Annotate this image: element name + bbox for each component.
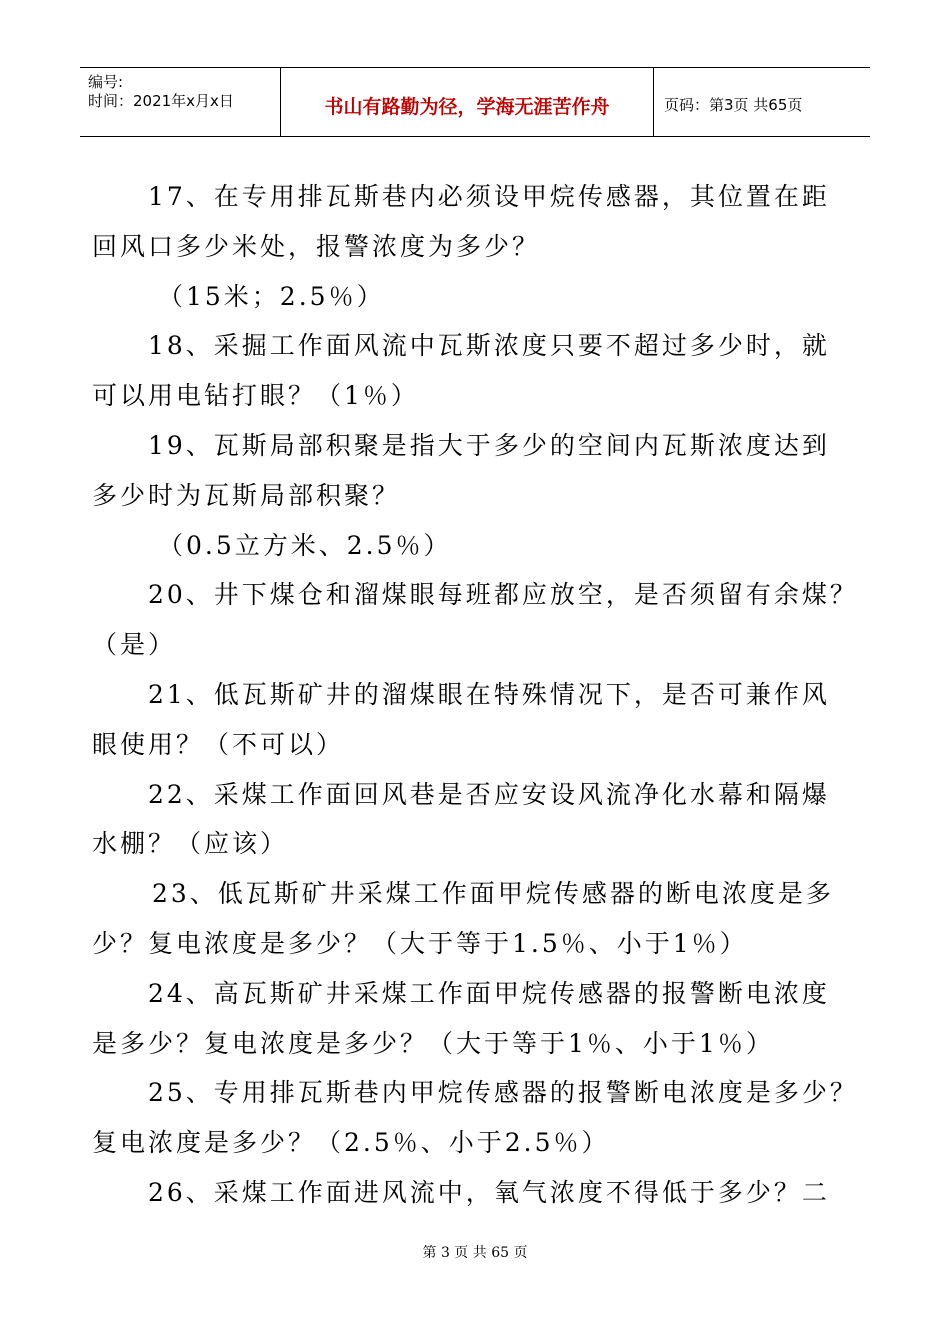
text-line: 复电浓度是多少？（2.5％、小于2.5％）: [92, 1128, 610, 1158]
text-line: 少？复电浓度是多少？（大于等于1.5％、小于1％）: [92, 928, 748, 958]
text-line: 23、低瓦斯矿井采煤工作面甲烷传感器的断电浓度是多: [152, 879, 834, 909]
text-line: 水棚？（应该）: [92, 829, 289, 859]
header-motto-cell: [281, 68, 654, 136]
text-line: 18、采掘工作面风流中瓦斯浓度只要不超过多少时，就: [148, 331, 830, 361]
text-line: 26、采煤工作面进风流中，氧气浓度不得低于多少？二: [148, 1177, 830, 1207]
document-body: [92, 172, 862, 1218]
page-header: [80, 67, 870, 137]
text-line: 眼使用？（不可以）: [92, 729, 345, 759]
page-indicator: 页码：第3页 共65页: [664, 96, 803, 114]
time-label: 时间：2021年x月x日: [88, 92, 234, 110]
text-line: 21、低瓦斯矿井的溜煤眼在特殊情况下，是否可兼作风: [148, 679, 830, 709]
text-line: 是多少？复电浓度是多少？（大于等于1％、小于1％）: [92, 1028, 774, 1058]
header-meta-cell: [80, 68, 281, 136]
motto: 书山有路勤为径，学海无涯苦作舟: [324, 96, 610, 118]
text-line: 多少时为瓦斯局部积聚？: [92, 480, 401, 510]
text-line: 可以用电钻打眼？（1％）: [92, 381, 419, 411]
number-label: 编号:: [88, 73, 124, 91]
text-line: 25、专用排瓦斯巷内甲烷传感器的报警断电浓度是多少？: [148, 1078, 858, 1108]
text-line: 17、在专用排瓦斯巷内必须设甲烷传感器，其位置在距: [148, 182, 830, 211]
header-page-cell: [654, 68, 870, 136]
text-line: （是）: [92, 630, 177, 660]
text-line: 20、井下煤仓和溜煤眼每班都应放空，是否须留有余煤？: [148, 580, 858, 610]
text-line: 19、瓦斯局部积聚是指大于多少的空间内瓦斯浓度达到: [148, 430, 830, 460]
page-footer: 第 3 页 共 65 页: [422, 1245, 528, 1261]
text-line: 22、采煤工作面回风巷是否应安设风流净化水幕和隔爆: [148, 779, 830, 809]
text-line: 回风口多少米处，报警浓度为多少？: [92, 231, 541, 261]
answer-line: （15米；2.5％）: [158, 281, 385, 311]
text-line: 24、高瓦斯矿井采煤工作面甲烷传感器的报警断电浓度: [148, 978, 830, 1008]
answer-line: （0.5立方米、2.5％）: [158, 530, 452, 560]
